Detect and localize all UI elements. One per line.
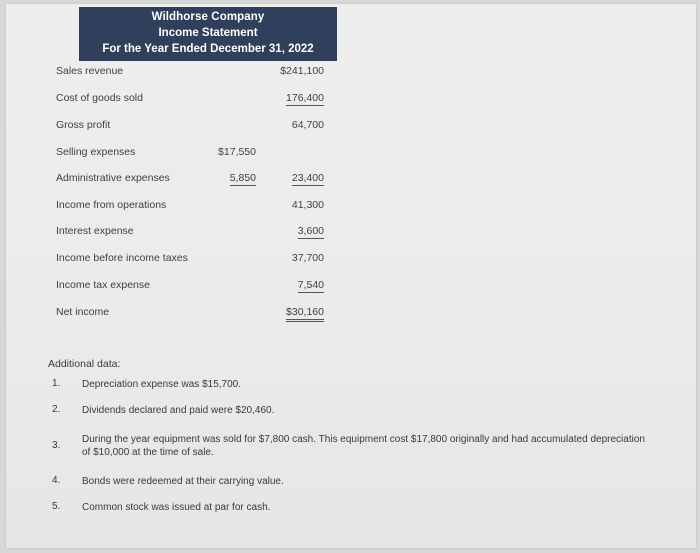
item-text: Dividends declared and paid were $20,460. [82, 405, 275, 416]
line-label: Net income [56, 306, 110, 318]
line-income-before-taxes [6, 250, 696, 268]
line-label: Gross profit [56, 119, 111, 131]
line-amount: 64,700 [291, 119, 324, 131]
line-income-tax-expense [6, 277, 696, 295]
line-cost-of-goods-sold [6, 90, 696, 108]
statement-period: For the Year Ended December 31, 2022 [102, 43, 314, 55]
line-label: Income tax expense [56, 279, 150, 291]
line-sales-revenue [6, 63, 696, 81]
additional-data-title: Additional data: [48, 358, 121, 370]
line-selling-expenses [6, 144, 696, 162]
item-number: 4. [52, 475, 61, 486]
line-interest-expense [6, 223, 696, 241]
item-number: 5. [52, 501, 61, 512]
line-label: Income before income taxes [56, 252, 188, 264]
line-subamount: 5,850 [229, 172, 256, 184]
company-name: Wildhorse Company [151, 11, 265, 23]
line-label: Cost of goods sold [56, 92, 143, 104]
item-text: Common stock was issued at par for cash. [82, 502, 271, 513]
line-amount: 23,400 [291, 172, 324, 184]
statement-header [79, 7, 337, 61]
line-amount: 7,540 [297, 279, 324, 291]
statement-title: Income Statement [158, 27, 258, 39]
line-gross-profit [6, 117, 696, 135]
line-amount: 176,400 [286, 92, 324, 104]
line-amount: 3,600 [297, 225, 324, 237]
line-label: Sales revenue [56, 65, 124, 77]
line-amount: $241,100 [280, 65, 324, 77]
line-administrative-expenses [6, 170, 696, 188]
line-label: Income from operations [56, 199, 167, 211]
item-number: 3. [52, 440, 61, 451]
item-number: 1. [52, 378, 61, 389]
line-amount: 41,300 [291, 199, 324, 211]
document-page [6, 4, 696, 548]
item-number: 2. [52, 404, 61, 415]
item-text: Bonds were redeemed at their carrying value. [82, 476, 284, 487]
line-amount: $30,160 [286, 306, 324, 322]
line-label: Interest expense [56, 225, 134, 237]
item-text: During the year equipment was sold for $7,800 cash. This equipment cost $17,800 originally and had accumulated depreciation of $10,000 at the time of sale. [82, 434, 645, 458]
line-income-from-operations [6, 197, 696, 215]
line-amount: 37,700 [291, 252, 324, 264]
line-label: Selling expenses [56, 146, 136, 158]
item-text: Depreciation expense was $15,700. [82, 379, 241, 390]
line-net-income [6, 304, 696, 322]
line-label: Administrative expenses [56, 172, 170, 184]
line-subamount: $17,550 [218, 146, 256, 158]
